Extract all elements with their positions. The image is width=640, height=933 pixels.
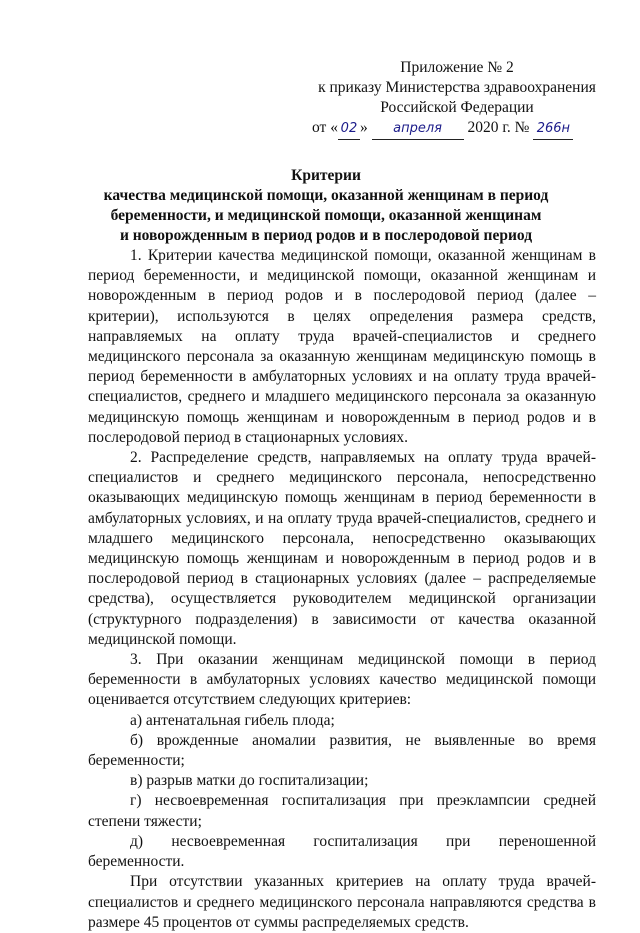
order-mid: » [359, 119, 368, 136]
criterion-e: д) несвоевременная госпитализация при переношенной беременности. [88, 832, 596, 871]
federation-name: Российской Федерации [380, 99, 534, 116]
order-year: 2020 г. № [467, 119, 530, 136]
order-reference: к приказу Министерства здравоохранения [318, 79, 596, 96]
criterion-a: а) антенатальная гибель плода; [130, 711, 335, 729]
document-body [88, 246, 596, 933]
document-title [86, 166, 566, 246]
order-prefix: от « [312, 119, 338, 136]
criterion-c: в) разрыв матки до госпитализации; [130, 772, 369, 790]
criterion-d: г) несвоевременная госпитализация при преэклампсии средней степени тяжести; [88, 792, 596, 830]
paragraph-1: 1. Критерии качества медицинской помощи, оказанной женщинам в период беременности, и медицинской помощи, оказанной женщинам и новорожденным в период родов и в послеродовой период (далее – критерии), используются в целях определения размера средств, направляемых на оплату труда врачей-специалистов и среднего медицинского персонала за оказанную женщинам медицинскую помощь в период беременности в амбулаторных условиях и на оплату труда врачей-специалистов, среднего и младшего медицинского персонала за оказанную медицинскую помощь женщинам и новорожденным в период родов и в послеродовой период в стационарных условиях. [88, 247, 596, 446]
order-month: апреля [372, 119, 464, 140]
paragraph-3: 3. При оказании женщинам медицинской помощи в период беременности в амбулаторных условиях качество медицинской помощи оценивается отсутствием следующих критериев: [88, 651, 596, 709]
title-line: и новорожденным в период родов и в послеродовой период [119, 227, 533, 244]
title-line: качества медицинской помощи, оказанной женщинам в период [103, 187, 549, 204]
paragraph-2: 2. Распределение средств, направляемых на оплату труда врачей-специалистов и среднего медицинского персонала, непосредственно оказывающих медицинскую помощь женщинам в период беременности в амбулаторных условиях, и на оплату труда врачей-специалистов, среднего и младшего медицинского персонала, непосредственно оказывающих медицинскую помощь женщинам и новорожденным в период родов и в послеродовой период в стационарных условиях (далее – распределяемые средства), осуществляется руководителем медицинской организации (структурного подразделения) в зависимости от качества оказанной медицинской помощи. [88, 449, 596, 648]
order-number: 266н [533, 119, 573, 140]
title-line: Критерии [291, 167, 361, 184]
paragraph-conclusion: При отсутствии указанных критериев на оплату труда врачей-специалистов и среднего медицинского персонала направляются средства в размере 45 процентов от суммы распределяемых средств. [88, 873, 596, 931]
order-date-line [312, 118, 602, 140]
order-day: 02 [338, 119, 360, 140]
title-line: беременности, и медицинской помощи, оказанной женщинам [110, 207, 542, 224]
appendix-header [312, 58, 602, 140]
appendix-number: Приложение № 2 [400, 59, 514, 76]
criterion-b: б) врожденные аномалии развития, не выявленные во время беременности; [88, 731, 596, 770]
